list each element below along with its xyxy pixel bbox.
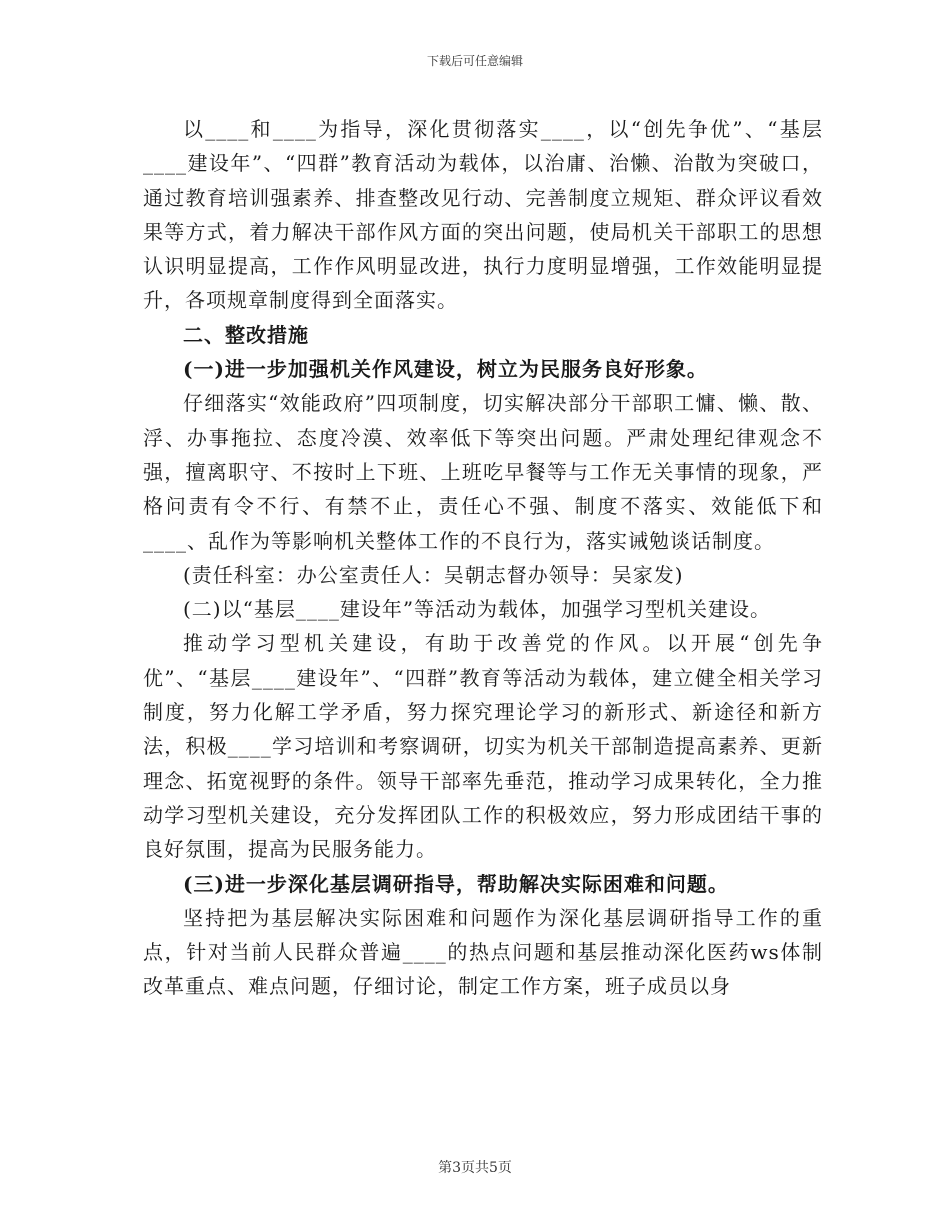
paragraph-measure-2: 推动学习型机关建设，有助于改善党的作风。以开展“创先争优”、“基层____建设年”、“四群”教育等活动为载体，建立健全相关学习制度，努力化解工学矛盾，努力探究理论学习的新形式、新途径和新方法，积极____学习培训和考察调研，切实为机关干部制造提高素养、更新理念、拓宽视野的条件。领导干部率先垂范，推动学习成果转化，全力推动学习型机关建设，充分发挥团队工作的积极效应，努力形成团结干事的良好氛围，提高为民服务能力。 <box>143 631 823 862</box>
subheading-measure-1: (一)进一步加强机关作风建设，树立为民服务良好形象。 <box>183 357 708 382</box>
paragraph-measure-1: 仔细落实“效能政府”四项制度，切实解决部分干部职工慵、懒、散、浮、办事拖拉、态度冷漠、效率低下等突出问题。严肃处理纪律观念不强，擅离职守、不按时上下班、上班吃早餐等与工作无关事情的现象，严格问责有令不行、有禁不止，责任心不强、制度不落实、效能低下和____、乱作为等影响机关整体工作的不良行为，落实诫勉谈话制度。 <box>143 391 823 553</box>
page-number: 第3页共5页 <box>438 1160 512 1176</box>
document-body <box>143 112 823 1004</box>
paragraph-measure-3: 坚持把为基层解决实际困难和问题作为深化基层调研指导工作的重点，针对当前人民群众普遍____的热点问题和基层推动深化医药ws体制改革重点、难点问题，仔细讨论，制定工作方案，班子成员以身 <box>143 905 823 999</box>
subheading-measure-2: (二)以“基层____建设年”等活动为载体，加强学习型机关建设。 <box>183 597 772 622</box>
subheading-measure-3: (三)进一步深化基层调研指导，帮助解决实际困难和问题。 <box>183 871 729 896</box>
responsibility-note: (责任科室：办公室责任人：吴朝志督办领导：吴家发) <box>183 562 684 587</box>
page-header: 下载后可任意编辑 <box>426 54 523 68</box>
section-heading-rectification: 二、整改措施 <box>183 322 309 347</box>
paragraph-guiding-principles: 以____和____为指导，深化贯彻落实____，以“创先争优”、“基层____建设年”、“四群”教育活动为载体，以治庸、治懒、治散为突破口，通过教育培训强素养、排查整改见行动、完善制度立规矩、群众评议看效果等方式，着力解决干部作风方面的突出问题，使局机关干部职工的思想认识明显提高，工作作风明显改进，执行力度明显增强，工作效能明显提升，各项规章制度得到全面落实。 <box>143 117 823 313</box>
